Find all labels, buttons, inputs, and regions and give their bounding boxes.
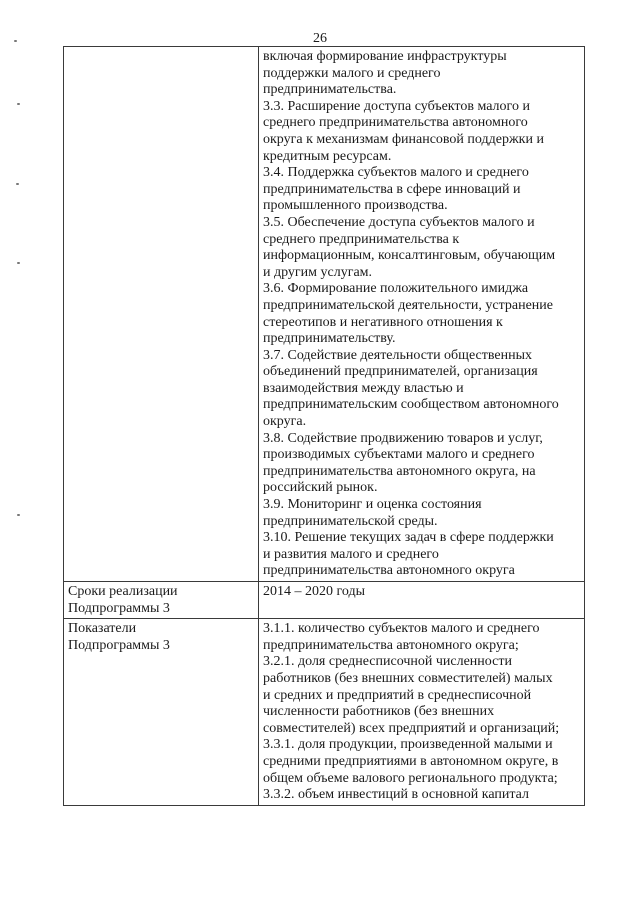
row-content-cell bbox=[259, 47, 585, 582]
text-line: кредитным ресурсам. bbox=[263, 148, 392, 164]
text-line: предпринимательству. bbox=[263, 331, 396, 347]
scan-speck bbox=[17, 103, 20, 105]
text-line: предпринимательской среды. bbox=[263, 513, 438, 529]
text-line: 3.10. Решение текущих задач в сфере поддержки bbox=[263, 530, 554, 546]
row-label-line: Подпрограммы 3 bbox=[68, 600, 170, 616]
text-line: предпринимательства. bbox=[263, 82, 397, 98]
text-line: 3.4. Поддержка субъектов малого и среднего bbox=[263, 165, 529, 181]
row-label-cell bbox=[64, 47, 259, 582]
text-line: российский рынок. bbox=[263, 480, 378, 496]
text-line: 3.1.1. количество субъектов малого и среднего bbox=[263, 621, 540, 637]
text-line: предпринимательства автономного округа, на bbox=[263, 463, 536, 479]
text-line: 3.3.2. объем инвестиций в основной капитал bbox=[263, 787, 529, 803]
text-line: средними предприятиями в автономном округе, в bbox=[263, 753, 559, 769]
text-line: среднего предпринимательства автономного bbox=[263, 115, 528, 131]
text-line: предпринимательской деятельности, устранение bbox=[263, 297, 553, 313]
text-line: 3.3. Расширение доступа субъектов малого и bbox=[263, 98, 530, 114]
text-line: и средних и предприятий в среднесписочной bbox=[263, 687, 532, 703]
text-line: взаимодействия между властью и bbox=[263, 380, 464, 396]
row-label-cell bbox=[64, 582, 259, 619]
text-line: общем объеме валового регионального продукта; bbox=[263, 770, 558, 786]
text-line: 3.5. Обеспечение доступа субъектов малого и bbox=[263, 214, 535, 230]
text-line: 2014 – 2020 годы bbox=[263, 584, 366, 599]
text-line: округа к механизмам финансовой поддержки и bbox=[263, 131, 544, 147]
page-number: 26 bbox=[313, 31, 327, 46]
table-row-objectives bbox=[64, 47, 585, 582]
text-line: 3.6. Формирование положительного имиджа bbox=[263, 281, 529, 297]
text-line: округа. bbox=[263, 414, 307, 430]
text-line: работников (без внешних совместителей) малых bbox=[263, 670, 553, 686]
scan-speck bbox=[14, 40, 17, 42]
scan-speck bbox=[17, 514, 20, 516]
text-line: 3.9. Мониторинг и оценка состояния bbox=[263, 497, 482, 513]
text-line: стереотипов и негативного отношения к bbox=[263, 314, 503, 330]
text-line: и развития малого и среднего bbox=[263, 546, 439, 562]
text-line: предпринимательства автономного округа; bbox=[263, 637, 519, 653]
text-line: численности работников (без внешних bbox=[263, 704, 495, 720]
table-row-timeline bbox=[64, 582, 585, 619]
text-line: предпринимательства в сфере инноваций и bbox=[263, 181, 521, 197]
scan-speck bbox=[17, 262, 20, 264]
row-label-cell bbox=[64, 619, 259, 806]
row-content-cell bbox=[259, 619, 585, 806]
table-row-indicators bbox=[64, 619, 585, 806]
text-line: 3.7. Содействие деятельности общественных bbox=[263, 347, 532, 363]
text-line: совместителей) всех предприятий и организаций; bbox=[263, 720, 560, 736]
text-line: среднего предпринимательства к bbox=[263, 231, 460, 247]
text-line: информационным, консалтинговым, обучающим bbox=[263, 248, 556, 264]
row-label-line: Сроки реализации bbox=[68, 584, 178, 599]
text-line: 3.8. Содействие продвижению товаров и услуг, bbox=[263, 430, 543, 446]
text-line: предпринимательства автономного округа bbox=[263, 563, 515, 579]
row-content-cell bbox=[259, 582, 585, 619]
text-line: 3.3.1. доля продукции, произведенной малыми и bbox=[263, 737, 553, 753]
text-line: объединений предпринимателей, организация bbox=[263, 364, 538, 380]
text-line: промышленного производства. bbox=[263, 198, 448, 214]
text-line: и другим услугам. bbox=[263, 264, 373, 280]
program-table bbox=[63, 46, 585, 806]
text-line: производимых субъектами малого и среднего bbox=[263, 447, 535, 463]
text-line: поддержки малого и среднего bbox=[263, 65, 441, 81]
text-line: предпринимательским сообществом автономного bbox=[263, 397, 559, 413]
row-label-line: Подпрограммы 3 bbox=[68, 637, 170, 653]
row-label-line: Показатели bbox=[68, 621, 137, 637]
text-line: включая формирование инфраструктуры bbox=[263, 49, 507, 64]
scan-speck bbox=[16, 183, 19, 185]
text-line: 3.2.1. доля среднесписочной численности bbox=[263, 654, 512, 670]
